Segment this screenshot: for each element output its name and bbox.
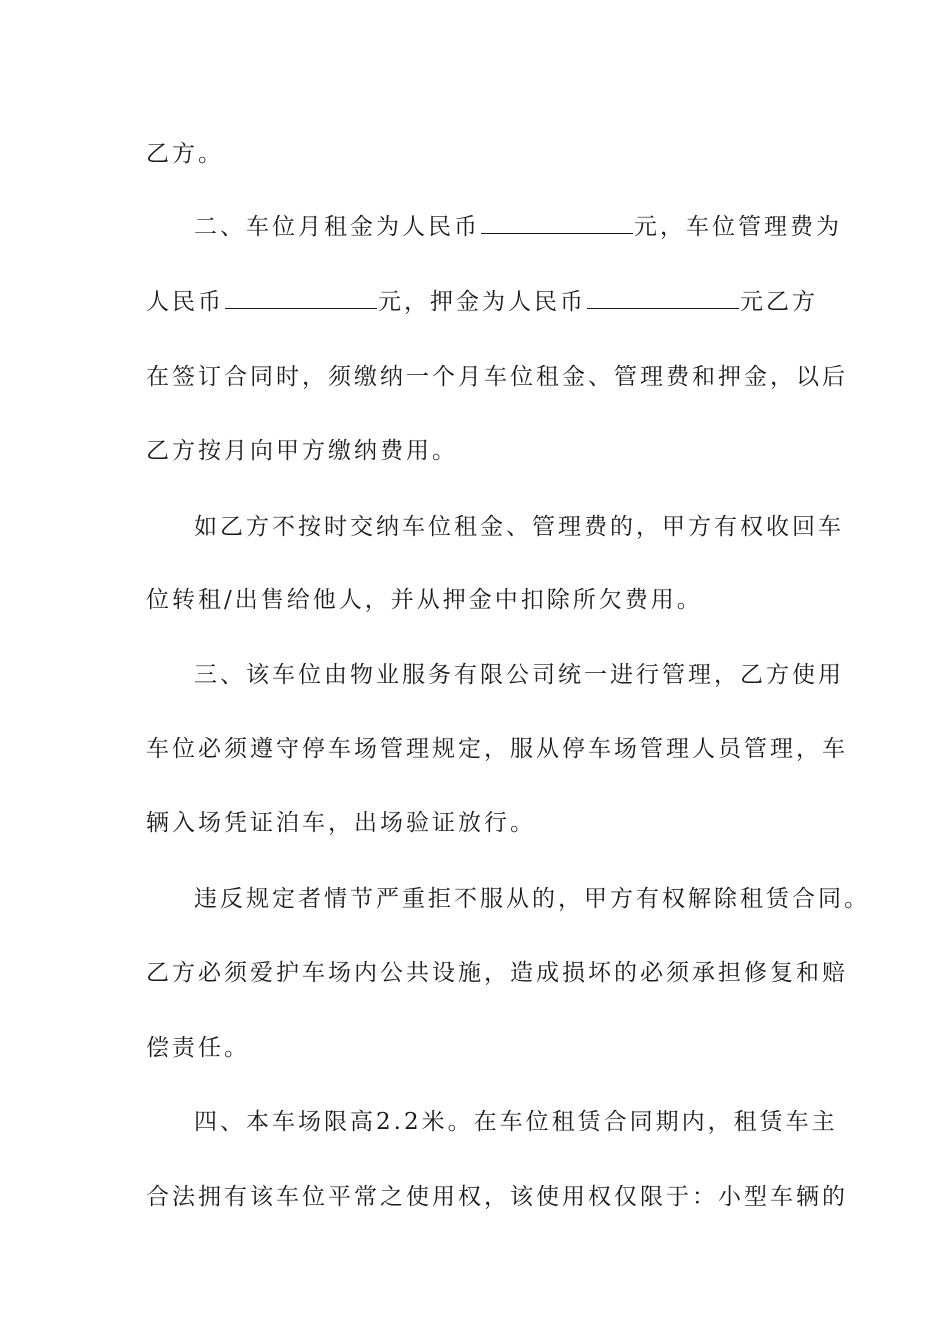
text-line: 在签订合同时，须缴纳一个月车位租金、管理费和押金，以后 — [146, 364, 848, 390]
text-line: 三、该车位由物业服务有限公司统一进行管理，乙方使用 — [194, 662, 844, 688]
blank-management-fee — [225, 307, 377, 309]
text-line: 违反规定者情节严重拒不服从的，甲方有权解除租赁合同。 — [194, 886, 870, 912]
text-segment: 元，押金为人民币 — [378, 289, 586, 315]
text-segment: 人民币 — [146, 289, 224, 315]
text-segment: 元乙方 — [740, 289, 818, 315]
blank-deposit — [587, 307, 739, 309]
text-line — [146, 287, 816, 317]
text-line: 合法拥有该车位平常之使用权，该使用权仅限于：小型车辆的 — [146, 1184, 848, 1210]
text-line: 乙方。 — [146, 141, 224, 167]
text-line: 四、本车场限高2.2米。在车位租赁合同期内，租赁车主 — [194, 1109, 838, 1135]
blank-rent-amount — [481, 232, 633, 234]
text-line: 辆入场凭证泊车，出场验证放行。 — [146, 810, 536, 836]
text-line: 乙方按月向甲方缴纳费用。 — [146, 438, 458, 464]
text-line — [194, 212, 864, 242]
text-segment: 元，车位管理费为 — [634, 214, 842, 240]
text-segment: 二、车位月租金为人民币 — [194, 214, 480, 240]
text-line: 车位必须遵守停车场管理规定，服从停车场管理人员管理，车 — [146, 736, 848, 762]
text-line: 位转租/出售给他人，并从押金中扣除所欠费用。 — [146, 587, 703, 613]
text-line: 偿责任。 — [146, 1035, 250, 1061]
text-line: 如乙方不按时交纳车位租金、管理费的，甲方有权收回车 — [194, 514, 844, 540]
text-line: 乙方必须爱护车场内公共设施，造成损坏的必须承担修复和赔 — [146, 960, 848, 986]
